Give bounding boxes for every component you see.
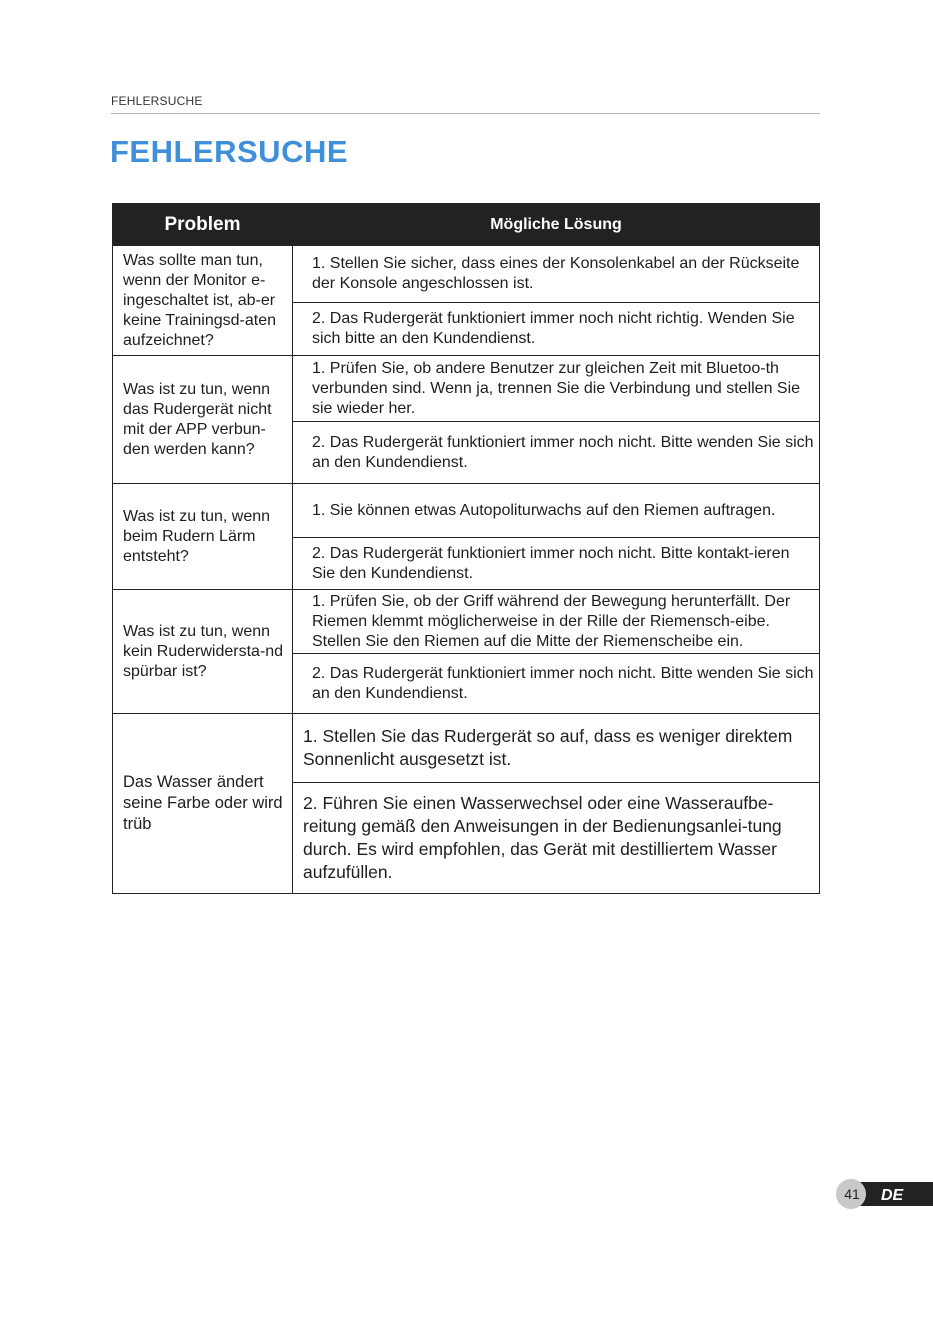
solution-cell: 2. Führen Sie einen Wasserwechsel oder eine Wasseraufbe-reitung gemäß den Anweisungen in der Bedienungsanlei-tung durch. Es wird empfohlen, das Gerät mit destilliertem Wasser aufzufüllen. [293,783,820,894]
solution-cell: 1. Sie können etwas Autopoliturwachs auf den Riemen auftragen. [293,484,820,538]
table-row [113,484,820,538]
troubleshooting-table [112,203,820,894]
problem-cell: Was ist zu tun, wenn kein Ruderwidersta-nd spürbar ist? [113,590,293,714]
page-title: FEHLERSUCHE [110,134,349,169]
table-row [113,246,820,303]
problem-cell: Was ist zu tun, wenn das Rudergerät nicht mit der APP verbun-den werden kann? [113,356,293,484]
language-code: DE [881,1187,904,1204]
solution-cell: 1. Prüfen Sie, ob andere Benutzer zur gleichen Zeit mit Bluetoo-th verbunden sind. Wenn ja, trennen Sie die Verbindung und stellen Sie sie wieder her. [293,356,820,422]
table-row [113,356,820,422]
page-number: 41 [844,1186,860,1202]
table-header-row [113,204,820,246]
solution-cell: 2. Das Rudergerät funktioniert immer noch nicht. Bitte kontakt-ieren Sie den Kundendienst. [293,538,820,590]
solution-cell: 2. Das Rudergerät funktioniert immer noch nicht. Bitte wenden Sie sich an den Kundendienst. [293,422,820,484]
solution-cell: 2. Das Rudergerät funktioniert immer noch nicht. Bitte wenden Sie sich an den Kundendienst. [293,654,820,714]
running-header: FEHLERSUCHE [111,94,203,108]
problem-cell: Das Wasser ändert seine Farbe oder wird trüb [113,714,293,894]
solution-cell: 1. Prüfen Sie, ob der Griff während der Bewegung herunterfällt. Der Riemen klemmt möglicherweise in der Rille der Riemensch-eibe. Stellen Sie den Riemen auf die Mitte der Riemenscheibe ein. [293,590,820,654]
column-header-problem: Problem [113,204,293,246]
column-header-solution: Mögliche Lösung [293,204,820,246]
solution-cell: 1. Stellen Sie sicher, dass eines der Konsolenkabel an der Rückseite der Konsole angeschlossen ist. [293,246,820,303]
page-footer-badge [836,1179,933,1209]
solution-cell: 2. Das Rudergerät funktioniert immer noch nicht richtig. Wenden Sie sich bitte an den Kundendienst. [293,303,820,356]
table-row [113,590,820,654]
solution-cell: 1. Stellen Sie das Rudergerät so auf, dass es weniger direktem Sonnenlicht ausgesetzt ist. [293,714,820,783]
problem-cell: Was ist zu tun, wenn beim Rudern Lärm entsteht? [113,484,293,590]
table-row [113,714,820,783]
problem-cell: Was sollte man tun, wenn der Monitor e-ingeschaltet ist, ab-er keine Trainingsd-aten aufzeichnet? [113,246,293,356]
header-divider [111,113,820,114]
